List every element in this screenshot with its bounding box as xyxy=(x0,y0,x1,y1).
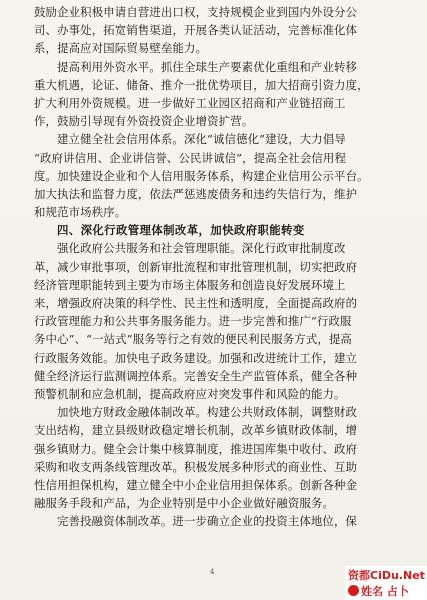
paragraph-start: 加快地方财政金融体制改革。构建公共财政体制，调整财政 xyxy=(57,405,358,420)
text-line: 行政管理能力和公共事务服务能力。进一步完善和推广“行政服 xyxy=(34,314,352,329)
document-body xyxy=(34,3,404,530)
text-line: 来，增强政府决策的科学性、民主性和透明度，全面提高政府的 xyxy=(34,296,358,310)
text-line: 重大机遇，论证、储备、推介一批优势项目，加大招商引资力度， xyxy=(34,77,369,92)
paragraph-start: 强化政府公共服务和社会管理职能。深化行政审批制度改 xyxy=(57,241,346,256)
page-number: 4 xyxy=(210,568,215,576)
text-line: 扩大利用外资规模。进一步做好工业园区招商和产业链招商工 xyxy=(34,95,346,110)
watermark-tagline-row xyxy=(348,583,409,599)
text-line: 鼓励企业积极申请自营进出口权，支持规模企业到国内外设分公 xyxy=(34,5,358,19)
text-line: 健全经济运行监测调控体系。完善安全生产监管体系，健全各种 xyxy=(34,368,358,383)
text-line: 革，减少审批事项，创新审批流程和审批管理机制，切实把政府 xyxy=(34,259,358,274)
text-line: 融服务手段和产品，为企业特别是中小企业做好融资服务。 xyxy=(34,496,335,511)
text-line: 支出结构，建立县级财政稳定增长机制，改革乡镇财政体制，增 xyxy=(34,423,358,438)
text-line: “政府讲信用、企业讲信誉、公民讲诚信”，提高全社会信用程 xyxy=(34,150,347,165)
text-line: 预警机制和应急机制，提高政府应对突发事件和风险的能力。 xyxy=(34,386,346,401)
logo-icon xyxy=(348,585,359,596)
text-line: 加大执法和监督力度，依法严惩逃废债务和违约失信行为，维护 xyxy=(34,186,358,201)
text-line: 务中心”、“一站式”服务等行之有效的便民利民服务方式，提高 xyxy=(34,332,352,347)
text-line: 和规范市场秩序。 xyxy=(34,205,127,220)
text-line: 司、办事处，拓宽销售渠道，开展各类认证活动，完善标准化体 xyxy=(34,23,358,38)
text-line: 经济管理职能转到主要为市场主体服务和创造良好发展环境上 xyxy=(34,277,346,292)
site-watermark xyxy=(345,566,427,600)
watermark-tagline: 姓名 占卜 xyxy=(361,585,409,598)
paragraph-start: 建立健全社会信用体系。深化“诚信德化”建设，大力倡导 xyxy=(57,132,346,147)
text-line: 系，提高应对国际贸易壁垒能力。 xyxy=(34,41,208,56)
text-line: 采购和收支两条线管理改革。积极发展多种形式的商业性、互助 xyxy=(34,459,358,474)
text-line: 度。加快建设企业和个人信用服务体系，构建企业信用公示平台。 xyxy=(34,168,369,183)
watermark-site: 资都CiDu.Net xyxy=(348,569,425,582)
paragraph-start: 提高利用外资水平。抓住全球生产要素优化重组和产业转移 xyxy=(57,59,358,74)
paragraph-start: 完善投融资体制改革。进一步确立企业的投资主体地位，保 xyxy=(57,514,358,529)
text-line: 强乡镇财力。健全会计集中核算制度，推进国库集中收付、政府 xyxy=(34,441,358,456)
text-line: 行政服务效能。加快电子政务建设。加强和改进统计工作，建立 xyxy=(34,350,358,365)
section-heading: 四、深化行政管理体制改革，加快政府职能转变 xyxy=(57,223,305,238)
text-line: 性信用担保机构，建立健全中小企业信用担保体系。创新各种金 xyxy=(34,477,358,492)
text-line: 作，鼓励引导现有外资投资企业增资扩营。 xyxy=(34,114,254,129)
